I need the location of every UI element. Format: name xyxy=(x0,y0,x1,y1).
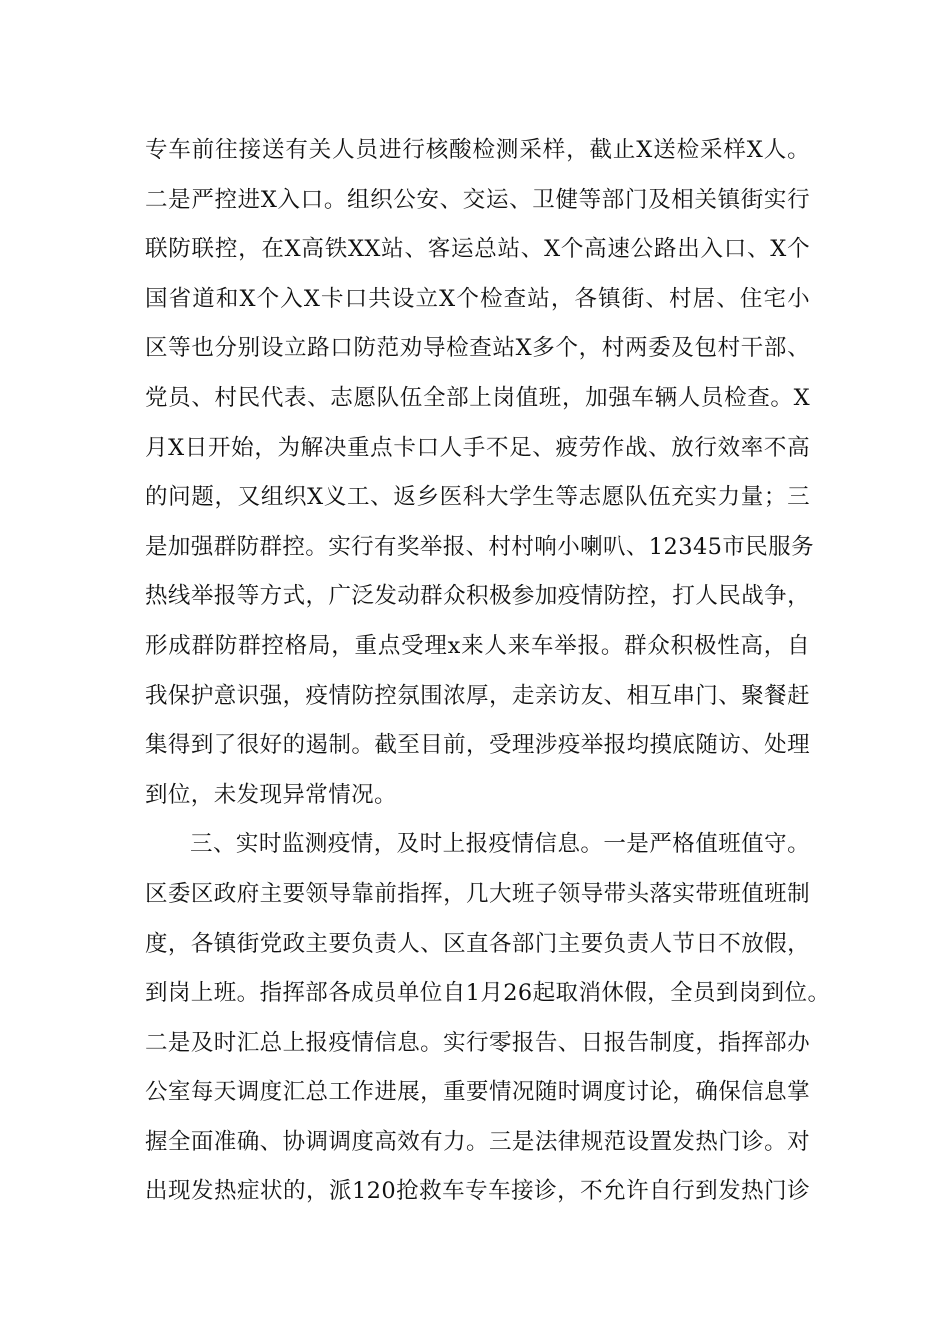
text-line: 月X日开始，为解决重点卡口人手不足、疲劳作战、放行效率不高 xyxy=(145,434,810,461)
text-line: 我保护意识强，疫情防控氛围浓厚，走亲访友、相互串门、聚餐赶 xyxy=(145,682,810,709)
text-line: 区等也分别设立路口防范劝导检查站X多个，村两委及包村干部、 xyxy=(145,335,810,362)
text-line: 出现发热症状的，派120抢救车专车接诊，不允许自行到发热门诊 xyxy=(145,1178,810,1205)
text-line: 形成群防群控格局，重点受理x来人来车举报。群众积极性高，自 xyxy=(145,632,810,659)
text-line: 二是严控进X入口。组织公安、交运、卫健等部门及相关镇街实行 xyxy=(145,186,810,213)
text-line: 度，各镇街党政主要负责人、区直各部门主要负责人节日不放假， xyxy=(145,930,810,957)
text-line: 联防联控，在X高铁XX站、客运总站、X个高速公路出入口、X个 xyxy=(145,236,810,263)
section-heading-line: 三、实时监测疫情，及时上报疫情信息。一是严格值班值守。 xyxy=(190,831,810,858)
text-line: 集得到了很好的遏制。截至目前，受理涉疫举报均摸底随访、处理 xyxy=(145,732,810,759)
text-line: 专车前往接送有关人员进行核酸检测采样，截止X送检采样X人。 xyxy=(145,137,810,163)
body-text xyxy=(145,126,831,1217)
paragraph-end-line: 到位，未发现异常情况。 xyxy=(145,781,397,808)
text-line: 握全面准确、协调调度高效有力。三是法律规范设置发热门诊。对 xyxy=(145,1128,810,1155)
text-line: 二是及时汇总上报疫情信息。实行零报告、日报告制度，指挥部办 xyxy=(145,1029,810,1056)
text-line: 国省道和X个入X卡口共设立X个检查站，各镇街、村居、住宅小 xyxy=(145,285,810,312)
text-line: 区委区政府主要领导靠前指挥，几大班子领导带头落实带班值班制 xyxy=(145,880,810,907)
text-line: 是加强群防群控。实行有奖举报、村村响小喇叭、12345市民服务 xyxy=(145,533,814,560)
text-line: 党员、村民代表、志愿队伍全部上岗值班，加强车辆人员检查。X xyxy=(145,384,810,411)
text-line: 的问题，又组织X义工、返乡医科大学生等志愿队伍充实力量；三 xyxy=(145,484,810,511)
text-line: 到岗上班。指挥部各成员单位自1月26起取消休假，全员到岗到位。 xyxy=(145,980,831,1007)
text-line: 公室每天调度汇总工作进展，重要情况随时调度讨论，确保信息掌 xyxy=(145,1079,810,1106)
text-line: 热线举报等方式，广泛发动群众积极参加疫情防控，打人民战争， xyxy=(145,583,810,610)
